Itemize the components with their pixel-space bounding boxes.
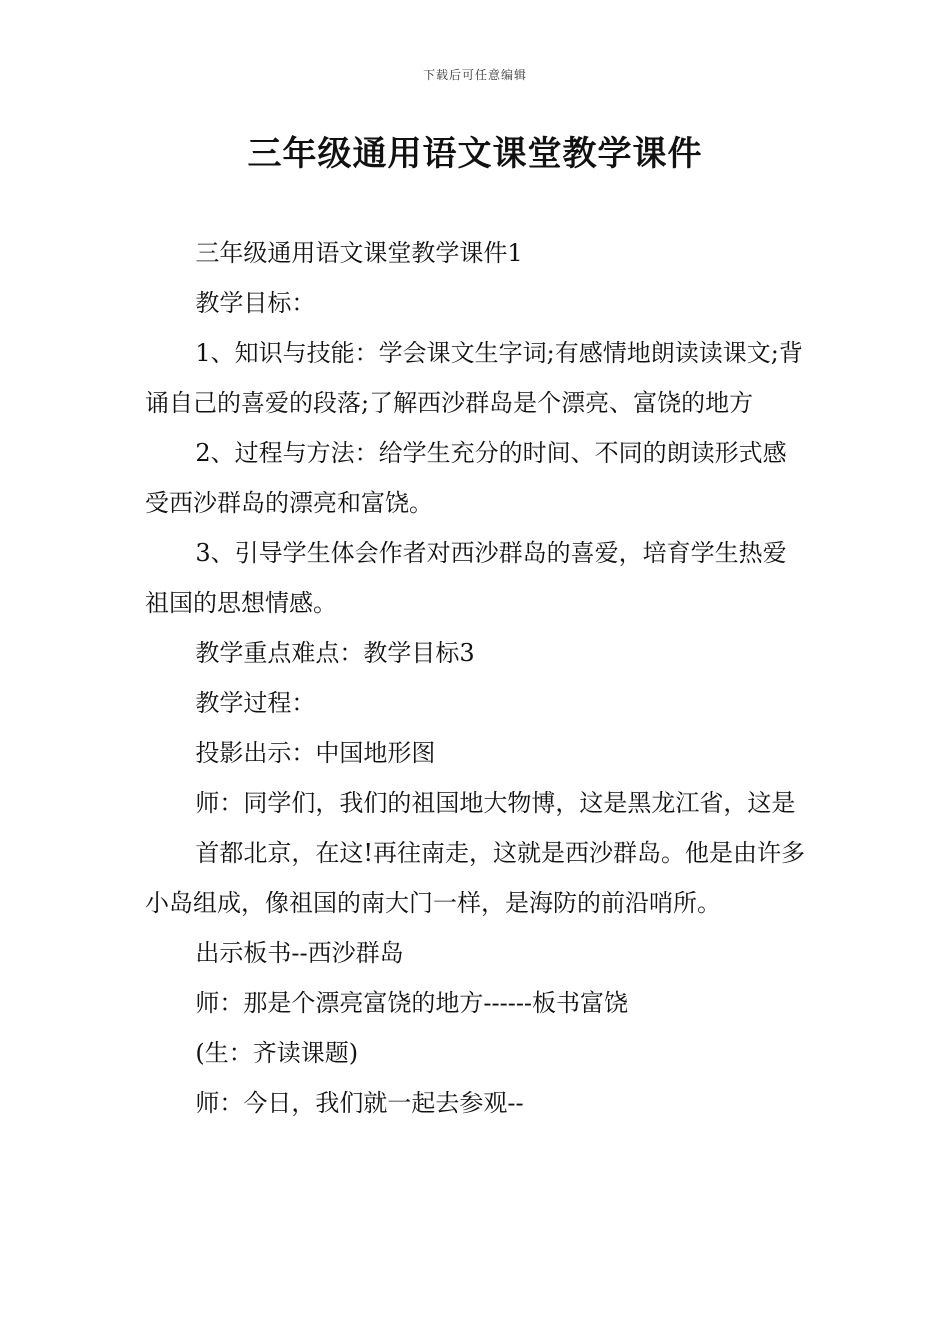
paragraph-teacher-2: 师：那是个漂亮富饶的地方------板书富饶 <box>195 989 629 1017</box>
paragraph-teacher-1-cont: 首都北京，在这!再往南走，这就是西沙群岛。他是由许多小岛组成，像祖国的南大门一样，是海防的前沿哨所。 <box>145 839 806 917</box>
paragraph-teacher-3: 师：今日，我们就一起去参观-- <box>195 1089 524 1117</box>
paragraph-students: (生：齐读课题) <box>195 1039 359 1067</box>
paragraph-board-1: 出示板书--西沙群岛 <box>195 939 404 967</box>
document-body <box>145 228 810 1128</box>
paragraph-objective-2: 2、过程与方法：给学生充分的时间、不同的朗读形式感受西沙群岛的漂亮和富饶。 <box>145 439 787 517</box>
paragraph-teacher-1: 师：同学们，我们的祖国地大物博，这是黑龙江省，这是 <box>195 789 796 817</box>
header-note: 下载后可任意编辑 <box>422 68 527 82</box>
paragraph-projection: 投影出示：中国地形图 <box>195 739 436 767</box>
paragraph-objective-3: 3、引导学生体会作者对西沙群岛的喜爱，培育学生热爱祖国的思想情感。 <box>145 539 787 617</box>
paragraph-key-points: 教学重点难点：教学目标3 <box>195 639 475 667</box>
document-title: 三年级通用语文课堂教学课件 <box>247 134 703 174</box>
paragraph-section-title: 三年级通用语文课堂教学课件1 <box>195 239 523 267</box>
paragraph-objective-1: 1、知识与技能：学会课文生字词;有感情地朗读读课文;背诵自己的喜爱的段落;了解西沙群岛是个漂亮、富饶的地方 <box>145 339 803 417</box>
paragraph-objectives-heading: 教学目标： <box>195 289 316 317</box>
paragraph-process-heading: 教学过程： <box>195 689 316 717</box>
